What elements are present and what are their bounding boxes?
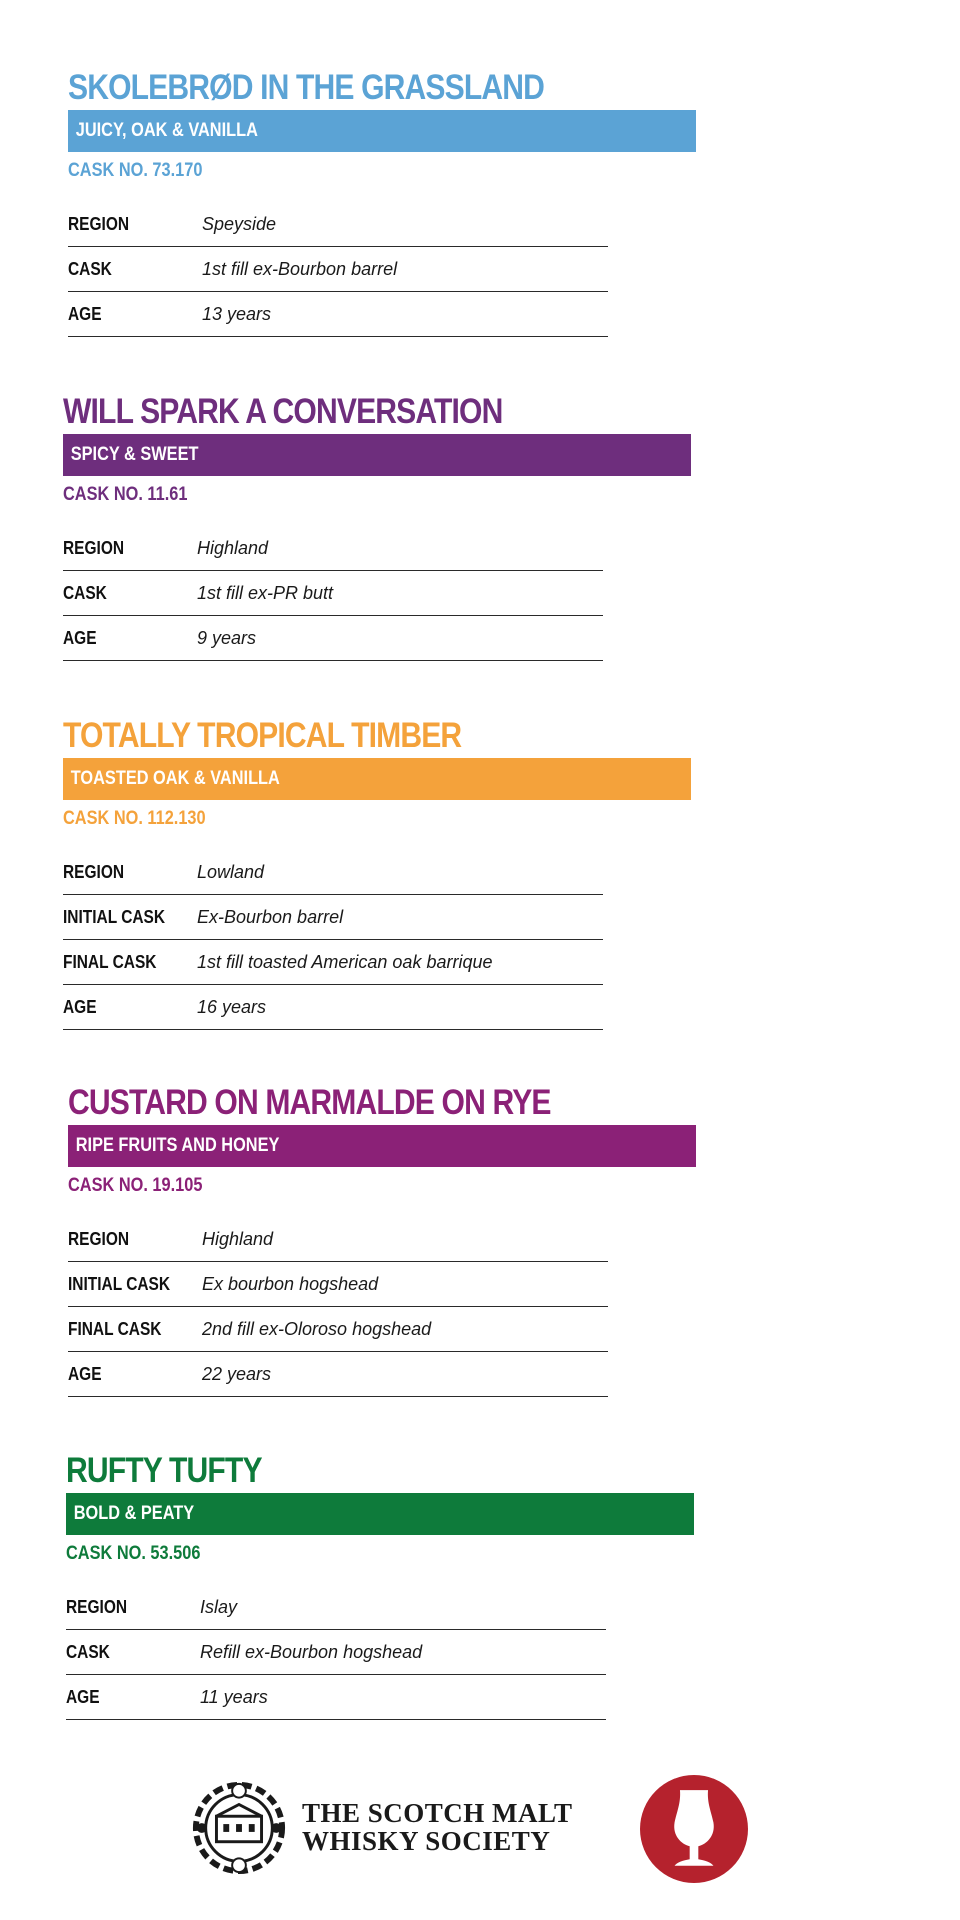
flavour-band [68, 1125, 696, 1167]
society-name-line1: THE SCOTCH MALT [302, 1798, 573, 1828]
details-row [68, 1307, 608, 1352]
details-label: REGION [63, 537, 125, 558]
details-value: Ex-Bourbon barrel [197, 906, 344, 927]
details-row [68, 247, 608, 292]
details-row [68, 292, 608, 337]
details-value: 16 years [197, 996, 267, 1017]
whisky-card [63, 714, 691, 1030]
cask-number: CASK NO. 11.61 [63, 484, 188, 505]
flavour-band [68, 110, 696, 152]
details-value: 1st fill ex-PR butt [197, 582, 334, 603]
details-row [63, 985, 603, 1030]
details-label: CASK [63, 582, 107, 603]
whisky-card [68, 66, 696, 337]
details-label: REGION [66, 1596, 128, 1617]
details-label: AGE [63, 996, 97, 1017]
details-row [63, 850, 603, 895]
cask-number: CASK NO. 112.130 [63, 808, 206, 829]
details-label: REGION [63, 861, 125, 882]
details-table [68, 1217, 608, 1397]
whisky-card [68, 1081, 696, 1397]
cask-number: CASK NO. 53.506 [66, 1543, 201, 1564]
details-label: REGION [68, 1228, 130, 1249]
flavour-band [63, 434, 691, 476]
details-value: Speyside [202, 213, 277, 234]
society-footer [190, 1775, 750, 1885]
details-label: CASK [68, 258, 112, 279]
details-table [68, 202, 608, 337]
flavour-band [63, 758, 691, 800]
details-label: FINAL CASK [63, 951, 157, 972]
details-label: AGE [66, 1686, 100, 1707]
details-row [66, 1630, 606, 1675]
details-value: Ex bourbon hogshead [202, 1273, 379, 1294]
details-label: CASK [66, 1641, 110, 1662]
cask-number: CASK NO. 73.170 [68, 160, 203, 181]
whisky-card [66, 1449, 694, 1720]
details-value: Highland [202, 1228, 274, 1249]
details-row [66, 1585, 606, 1630]
details-row [68, 202, 608, 247]
details-table [66, 1585, 606, 1720]
details-value: 9 years [197, 627, 257, 648]
details-label: INITIAL CASK [63, 906, 166, 927]
details-label: REGION [68, 213, 130, 234]
details-label: FINAL CASK [68, 1318, 162, 1339]
details-table [63, 850, 603, 1030]
society-name [302, 1799, 573, 1855]
whisky-name: SKOLEBRØD IN THE GRASSLAND [68, 68, 544, 107]
details-value: 11 years [200, 1686, 268, 1707]
details-row [66, 1675, 606, 1720]
details-row [68, 1352, 608, 1397]
whisky-name: RUFTY TUFTY [66, 1451, 262, 1490]
flavour-label: BOLD & PEATY [73, 1503, 195, 1524]
details-row [63, 526, 603, 571]
society-crest-icon [190, 1779, 288, 1877]
details-label: AGE [68, 1363, 102, 1384]
details-row [68, 1217, 608, 1262]
flavour-label: JUICY, OAK & VANILLA [75, 120, 258, 141]
flavour-label: RIPE FRUITS AND HONEY [75, 1135, 280, 1156]
whisky-glass-icon [640, 1775, 748, 1883]
details-label: INITIAL CASK [68, 1273, 171, 1294]
society-name-line2: WHISKY SOCIETY [302, 1826, 551, 1856]
whisky-name: WILL SPARK A CONVERSATION [63, 392, 503, 431]
details-value: Refill ex-Bourbon hogshead [200, 1641, 423, 1662]
whisky-card [63, 390, 691, 661]
details-value: 1st fill toasted American oak barrique [197, 951, 493, 972]
details-label: AGE [68, 303, 102, 324]
whisky-name: TOTALLY TROPICAL TIMBER [63, 716, 462, 755]
details-table [63, 526, 603, 661]
details-value: 13 years [202, 303, 272, 324]
details-row [68, 1262, 608, 1307]
details-value: 1st fill ex-Bourbon barrel [202, 258, 398, 279]
details-row [63, 616, 603, 661]
details-row [63, 571, 603, 616]
details-row [63, 940, 603, 985]
details-row [63, 895, 603, 940]
whisky-name: CUSTARD ON MARMALDE ON RYE [68, 1083, 551, 1122]
details-value: Lowland [197, 861, 265, 882]
details-value: Highland [197, 537, 269, 558]
flavour-band [66, 1493, 694, 1535]
flavour-label: SPICY & SWEET [70, 444, 199, 465]
cask-number: CASK NO. 19.105 [68, 1175, 203, 1196]
details-label: AGE [63, 627, 97, 648]
flavour-label: TOASTED OAK & VANILLA [70, 768, 280, 789]
details-value: 22 years [202, 1363, 272, 1384]
details-value: Islay [200, 1596, 238, 1617]
details-value: 2nd fill ex-Oloroso hogshead [202, 1318, 432, 1339]
